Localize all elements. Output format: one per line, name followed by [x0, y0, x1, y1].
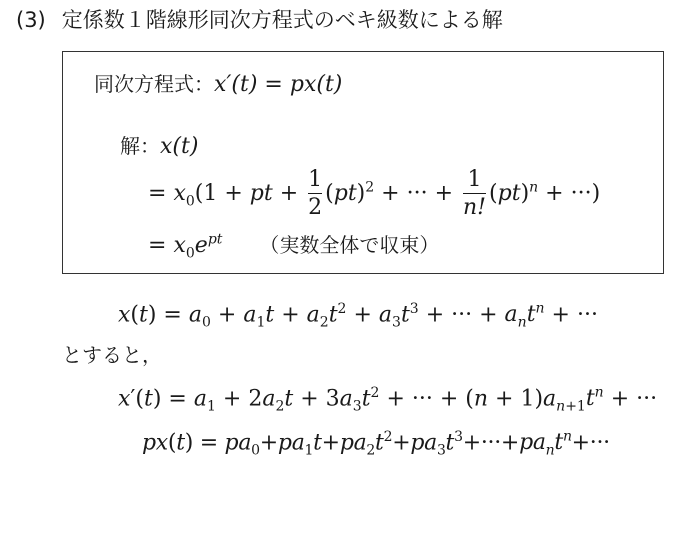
then-text: とすると， — [62, 343, 162, 367]
solution-label: 解： — [120, 134, 160, 158]
section-number: (3) — [16, 8, 46, 32]
fraction-one-half: $\frac{1}{2}$ — [308, 167, 323, 221]
fraction-one-over-n-factorial: $\frac{1}{n!}$ — [463, 167, 487, 221]
equation-formula: x′(t) = px(t) — [214, 72, 343, 97]
series-formula: = $x_0(1$ + pt + $\frac{1}{2}$ (pt)$^2$ + ··· + $\frac{1}{n!}$ (pt)$^n$ + ···) — [148, 167, 601, 221]
assume-line: $x(t) = a_0 + a_1t + a_2t^2 + a_3t^3$ + ··· + $a_nt^n$ + ··· — [118, 301, 598, 331]
deriv-line: $x'(t) = a_1 + 2a_2t + 3a_3t^2$ + ··· + $(n + 1)a_{n+1}t^n$ + ··· — [118, 385, 658, 415]
section-heading — [16, 4, 503, 34]
section-title: 定係数１階線形同次方程式のベキ級数による解 — [61, 8, 503, 32]
solution-line — [120, 136, 198, 158]
exp-line — [148, 233, 439, 261]
px-line: $px(t) = pa_0+pa_1t+pa_2t^2+pa_3t^3+\cdot\cdot\cdot+pa_nt^n+\cdot\cdot\cdot$ — [142, 429, 610, 459]
exp-formula: = $x_0e^{pt}$ — [148, 232, 223, 262]
equation-label: 同次方程式： — [94, 72, 214, 96]
converge-note: （実数全体で収束） — [259, 233, 440, 258]
series-line — [148, 168, 600, 219]
equation-line — [94, 74, 342, 96]
solution-lhs: x(t) — [160, 134, 199, 159]
